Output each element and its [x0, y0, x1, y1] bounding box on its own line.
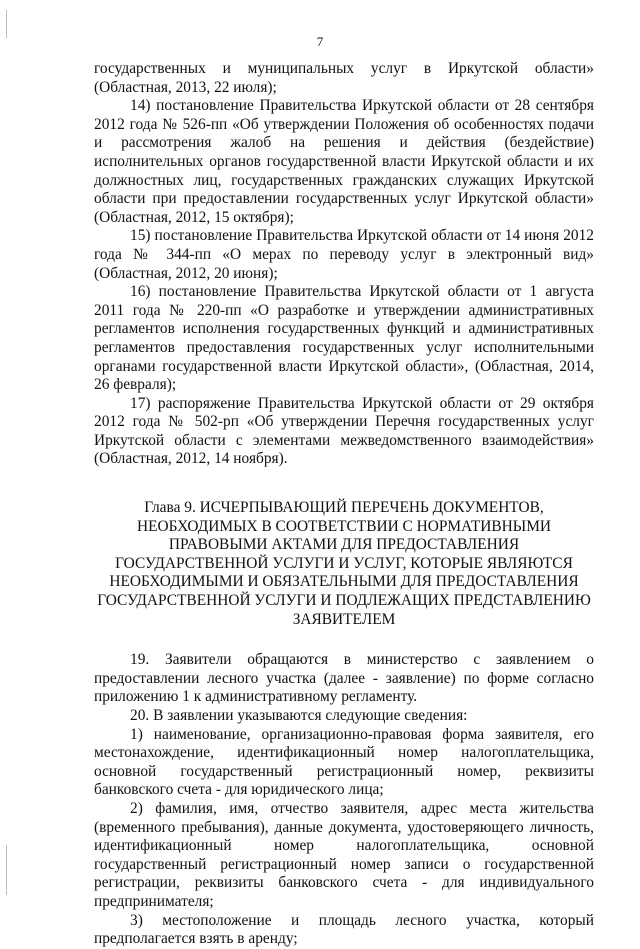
margin-scan-mark-bottom	[6, 845, 7, 895]
spacer	[94, 629, 594, 651]
paragraph-continuation: государственных и муниципальных услуг в Иркутской области» (Областная, 2013, 22 июля);	[94, 60, 594, 96]
page-number: 7	[316, 34, 324, 49]
paragraph-19: 19. Заявители обращаются в министерство с заявлением о предоставлении лесного участка (далее - заявление) по форме согласно приложению 1 к административному регламенту.	[94, 651, 594, 706]
document-body	[94, 60, 594, 949]
list-item-2: 2) фамилия, имя, отчество заявителя, адрес места жительства (временного пребывания), данные документа, удостоверяющего личность, идентификационный номер налогоплательщика, основной государственный регистрационный номер записи о государственной регистрации, реквизиты банковского счета - для индивидуального предпринимателя;	[94, 799, 594, 910]
list-item-3: 3) местоположение и площадь лесного участка, который предполагается взять в аренду;	[94, 911, 594, 948]
list-item-14: 14) постановление Правительства Иркутской области от 28 сентября 2012 года № 526-пп «Об утверждении Положения об особенностях подачи и рассмотрения жалоб на решения и действия (бездействие) исполнительных органов государственной власти Иркутской области и их должностных лиц, государственных гражданских служащих Иркутской области при предоставлении государственных услуг Иркутской области» (Областная, 2012, 15 октября);	[94, 97, 594, 226]
paragraph-20: 20. В заявлении указываются следующие сведения:	[130, 707, 468, 724]
list-item-17: 17) распоряжение Правительства Иркутской области от 29 октября 2012 года № 502-рп «Об утверждении Перечня государственных услуг Иркутской области с элементами межведомственного взаимодействия» (Областная, 2012, 14 ноября).	[94, 394, 594, 468]
chapter-heading: Глава 9. ИСЧЕРПЫВАЮЩИЙ ПЕРЕЧЕНЬ ДОКУМЕНТОВ, НЕОБХОДИМЫХ В СООТВЕТСТВИИ С НОРМАТИВНЫМИ ПРАВОВЫМИ АКТАМИ ДЛЯ ПРЕДОСТАВЛЕНИЯ ГОСУДАРСТВЕННОЙ УСЛУГИ И УСЛУГ, КОТОРЫЕ ЯВЛЯЮТСЯ НЕОБХОДИМЫМИ И ОБЯЗАТЕЛЬНЫМИ ДЛЯ ПРЕДОСТАВЛЕНИЯ ГОСУДАРСТВЕННОЙ УСЛУГИ И ПОДЛЕЖАЩИХ ПРЕДСТАВЛЕНИЮ ЗАЯВИТЕЛЕМ	[97, 499, 591, 628]
list-item-16: 16) постановление Правительства Иркутской области от 1 августа 2011 года № 220-пп «О разработке и утверждении административных регламентов исполнения государственных функций и административных регламентов предоставления государственных услуг исполнительными органами государственной власти Иркутской области», (Областная, 2014, 26 февраля);	[94, 283, 594, 394]
spacer	[94, 469, 594, 499]
list-item-1: 1) наименование, организационно-правовая форма заявителя, его местонахождение, идентификационный номер налогоплательщика, основной государственный регистрационный номер, реквизиты банковского счета - для юридического лица;	[94, 725, 594, 799]
list-item-15: 15) постановление Правительства Иркутской области от 14 июня 2012 года № 344-пп «О мерах по переводу услуг в электронный вид» (Областная, 2012, 20 июня);	[94, 227, 594, 282]
